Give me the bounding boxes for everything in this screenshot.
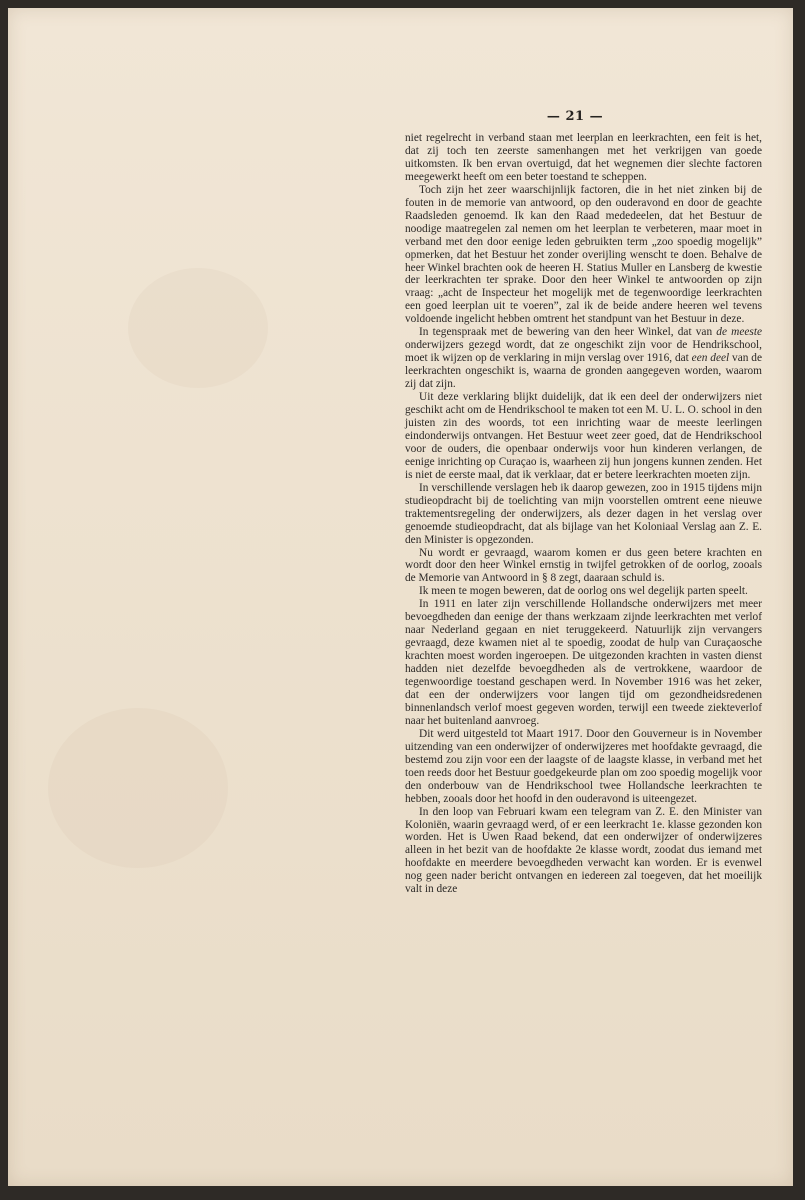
paragraph-6: Nu wordt er gevraagd, waarom komen er dus geen betere krachten en wordt door den heer Winkel ernstig in twijfel getrokken of de oorlog, zooals de Memorie van Antwoord in § 8 zegt, daaraan schuld is. xyxy=(405,546,762,585)
paper-stain xyxy=(48,708,228,868)
paragraph-8: In 1911 en later zijn verschillende Hollandsche onderwijzers met meer bevoegdheden dan eenige der thans werkzaam zijnde leerkrachten met verlof naar Nederland gegaan en niet teruggekeerd. Natuurlijk zijn vervangers gevraagd, deze kwamen niet al te spoedig, zoodat de hulp van Curaçaosche krachten moest worden ingeroepen. De uitgezonden krachten in vasten dienst hadden niet dezelfde bevoegdheden als de vertrokkene, waardoor de tegenwoordige toestand geschapen werd. In November 1916 was het zeker, dat een der onderwijzers voor langen tijd om gezondheidsredenen binnenlandsch verlof moest gegeven worden, terwijl een tweede ziekteverlof naar het buitenland aanvroeg. xyxy=(405,598,762,727)
paragraph-5: In verschillende verslagen heb ik daarop gewezen, zoo in 1915 tijdens mijn studieopdracht bij de toelichting van mijn voorstellen omtrent eene nieuwe traktementsregeling der onderwijzers, als dezer dagen in het verslag over genoemde studieopdracht, dat als bijlage van het Koloniaal Verslag aan Z. E. den Minister is opgezonden. xyxy=(405,481,762,546)
paragraph-4: Uit deze verklaring blijkt duidelijk, dat ik een deel der onderwijzers niet geschikt acht om de Hendrikschool te maken tot een M. U. L. O. school in den juisten zin des woords, tot een inrichting waar de meeste leerlingen eindonderwijs ontvangen. Het Bestuur weet zeer goed, dat de Hendrikschool voor de ouders, die openbaar onderwijs voor hun kinderen verlangen, de eenige inrichting op Curaçao is, waarheen zij hun jongens kunnen zenden. Het is niet de eerste maal, dat ik verklaar, dat er betere leerkrachten moeten zijn. xyxy=(405,391,762,481)
paragraph-7: Ik meen te mogen beweren, dat de oorlog ons wel degelijk parten speelt. xyxy=(419,585,748,598)
text-column xyxy=(405,132,762,896)
paper-stain xyxy=(128,268,268,388)
emphasis-text: de meeste xyxy=(716,326,763,339)
paragraph-2: Toch zijn het zeer waarschijnlijk factoren, die in het niet zinken bij de fouten in de memorie van antwoord, op den ouderavond en door de geachte Raadsleden genoemd. Ik kan den Raad mededeelen, dat het Bestuur de noodige maatregelen zal nemen om het leerplan te verbeteren, maar moet in verband met den door eenige leden gebruikten term „zoo spoedig mogelijk” opmerken, dat het Bestuur het zonder overijling wenscht te doen. Behalve de heer Winkel brachten ook de heeren H. Statius Muller en Lansberg de kwestie der leerkrachten ter sprake. Door den heer Winkel te antwoorden op zijn vraag: „acht de Inspecteur het mogelijk met de tegenwoordige leerkrachten een goed leerplan uit te voeren”, zal ik de beide andere heeren wel tevens voldoende ingelicht hebben omtrent het standpunt van het Bestuur in deze. xyxy=(405,183,762,326)
paragraph-3: In tegenspraak met de bewering van den heer Winkel, dat van de meeste onderwijzers gezegd wordt, dat ze ongeschikt zijn voor de Hendrikschool, moet ik wijzen op de verklaring in mijn verslag over 1916, dat een deel van de leerkrachten ongeschikt is, waarna de gronden aangegeven worden, waarom zij dat zijn. xyxy=(405,326,763,391)
page-number: — 21 — xyxy=(546,109,604,124)
paragraph-9: Dit werd uitgesteld tot Maart 1917. Door den Gouverneur is in November uitzending van een onderwijzer of onderwijzeres met hoofdakte gevraagd, die bestemd zou zijn voor een der laagste of de laagste klasse, in verband met het toen reeds door het Bestuur goedgekeurde plan om zoo spoedig mogelijk voor den onderbouw van de Hendrikschool twee Hollandsche leerkrachten te hebben, zooals door het hoofd in den ouderavond is uiteengezet. xyxy=(405,727,762,805)
paragraph-10: In den loop van Februari kwam een telegram van Z. E. den Minister van Koloniën, waarin gevraagd werd, of er een leerkracht 1e. klasse gezonden kon worden. Het is Uwen Raad bekend, dat een onderwijzer of onderwijzeres alleen in het bezit van de hoofdakte 2e klasse wordt, zoodat dus iemand met hoofdakte en meerdere bevoegdheden verwacht kan worden. Er is evenwel nog geen nader bericht ontvangen en iedereen zal toegeven, dat het moeilijk valt in deze xyxy=(405,805,762,896)
document-page xyxy=(8,8,793,1186)
paragraph-1: niet regelrecht in verband staan met leerplan en leerkrachten, een feit is het, dat zij toch ten zeerste samenhangen met het verkrijgen van goede uitkomsten. Ik ben ervan overtuigd, dat het wegnemen dier slechte factoren meegewerkt heeft om een beter toestand te scheppen. xyxy=(405,132,762,183)
emphasis-text: een deel xyxy=(691,352,730,365)
